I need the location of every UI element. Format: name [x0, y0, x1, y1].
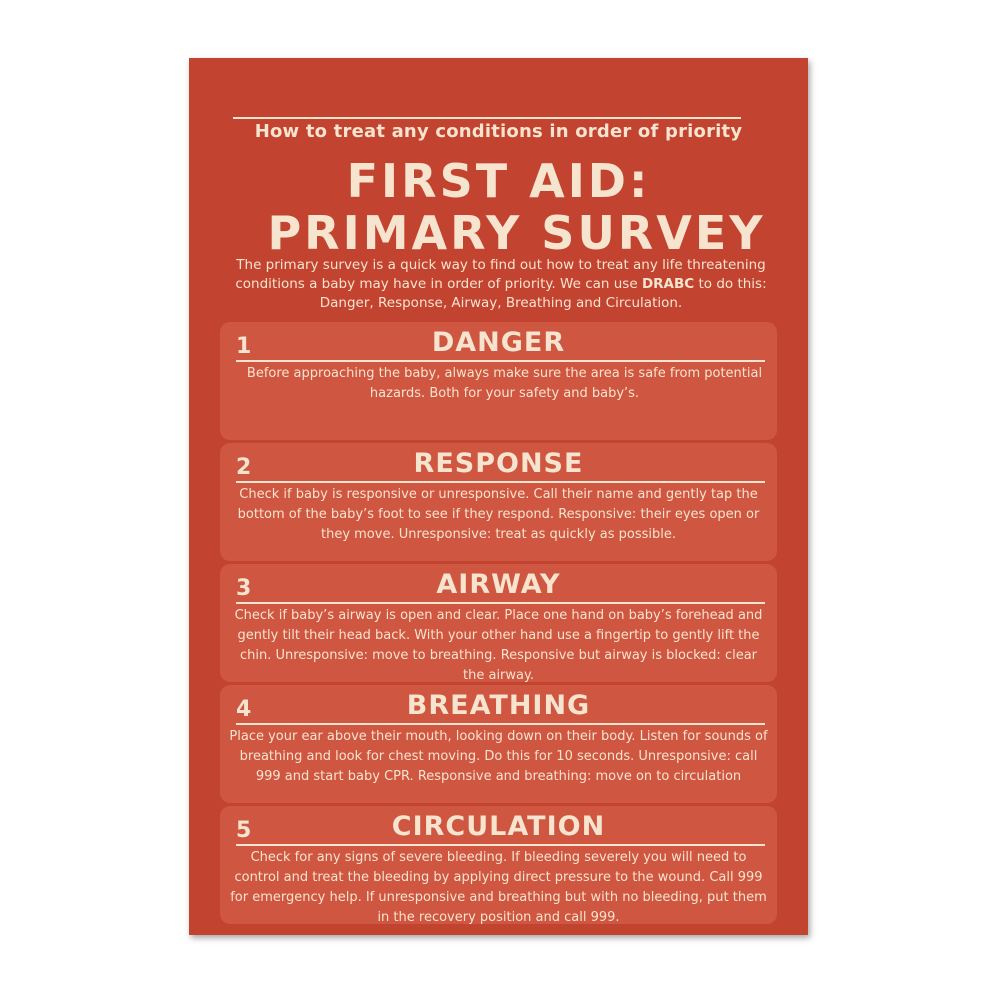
- step-heading: AIRWAY: [436, 569, 561, 600]
- step-text: Check if baby is responsive or unresponsive. Call their name and gently tap the bottom of the baby’s foot to see if they respond. Responsive: their eyes open or they move. Unresponsive: treat as quickly as possible.: [237, 487, 760, 542]
- step-text: Check for any signs of severe bleeding. If bleeding severely you will need to control and treat the bleeding by applying direct pressure to the wound. Call 999 for emergency help. If unresponsive and breathing but with no bleeding, put them in the recovery position and call 999.: [230, 850, 767, 925]
- intro-text-1: The primary survey is a quick way to find out how to treat any life threatening conditions a baby may have in order of priority. We can use: [235, 257, 766, 292]
- step-number: 4: [236, 697, 252, 722]
- step-card-breathing: [220, 685, 777, 803]
- step-card-danger: [220, 322, 777, 440]
- step-text: Before approaching the baby, always make sure the area is safe from potential hazards. Both for your safety and baby’s.: [246, 366, 763, 401]
- poster-title: [189, 155, 808, 259]
- step-heading: CIRCULATION: [391, 811, 606, 842]
- poster-subtitle: How to treat any conditions in order of priority: [254, 121, 743, 142]
- step-text: Place your ear above their mouth, looking down on their body. Listen for sounds of breathing and look for chest moving. Do this for 10 seconds. Unresponsive: call 999 and start baby CPR. Responsive and breathing: move on to circulation: [229, 729, 768, 784]
- step-heading: DANGER: [431, 327, 566, 358]
- step-card-response: [220, 443, 777, 561]
- step-divider: [236, 723, 765, 725]
- step-card-circulation: [220, 806, 777, 924]
- step-divider: [236, 360, 765, 362]
- step-number: 2: [236, 455, 252, 480]
- intro-paragraph: [223, 256, 779, 313]
- step-number: 3: [236, 576, 252, 601]
- step-divider: [236, 481, 765, 483]
- title-line-1: FIRST AID:: [346, 154, 651, 208]
- step-divider: [236, 844, 765, 846]
- step-heading: BREATHING: [406, 690, 591, 721]
- intro-acronym: DRABC: [641, 276, 695, 292]
- intro-text-2: to do this: Danger, Response, Airway, Breathing and Circulation.: [319, 276, 767, 311]
- first-aid-poster: [189, 58, 808, 935]
- step-number: 5: [236, 818, 252, 843]
- step-divider: [236, 602, 765, 604]
- step-text: Check if baby’s airway is open and clear. Place one hand on baby’s forehead and gently tilt their head back. With your other hand use a fingertip to gently lift the chin. Unresponsive: move to breathing. Responsive but airway is blocked: clear the airway.: [234, 608, 763, 683]
- step-heading: RESPONSE: [413, 448, 584, 479]
- title-line-2: PRIMARY SURVEY: [267, 206, 766, 260]
- step-card-airway: [220, 564, 777, 682]
- top-divider: [233, 117, 741, 119]
- step-number: 1: [236, 334, 252, 359]
